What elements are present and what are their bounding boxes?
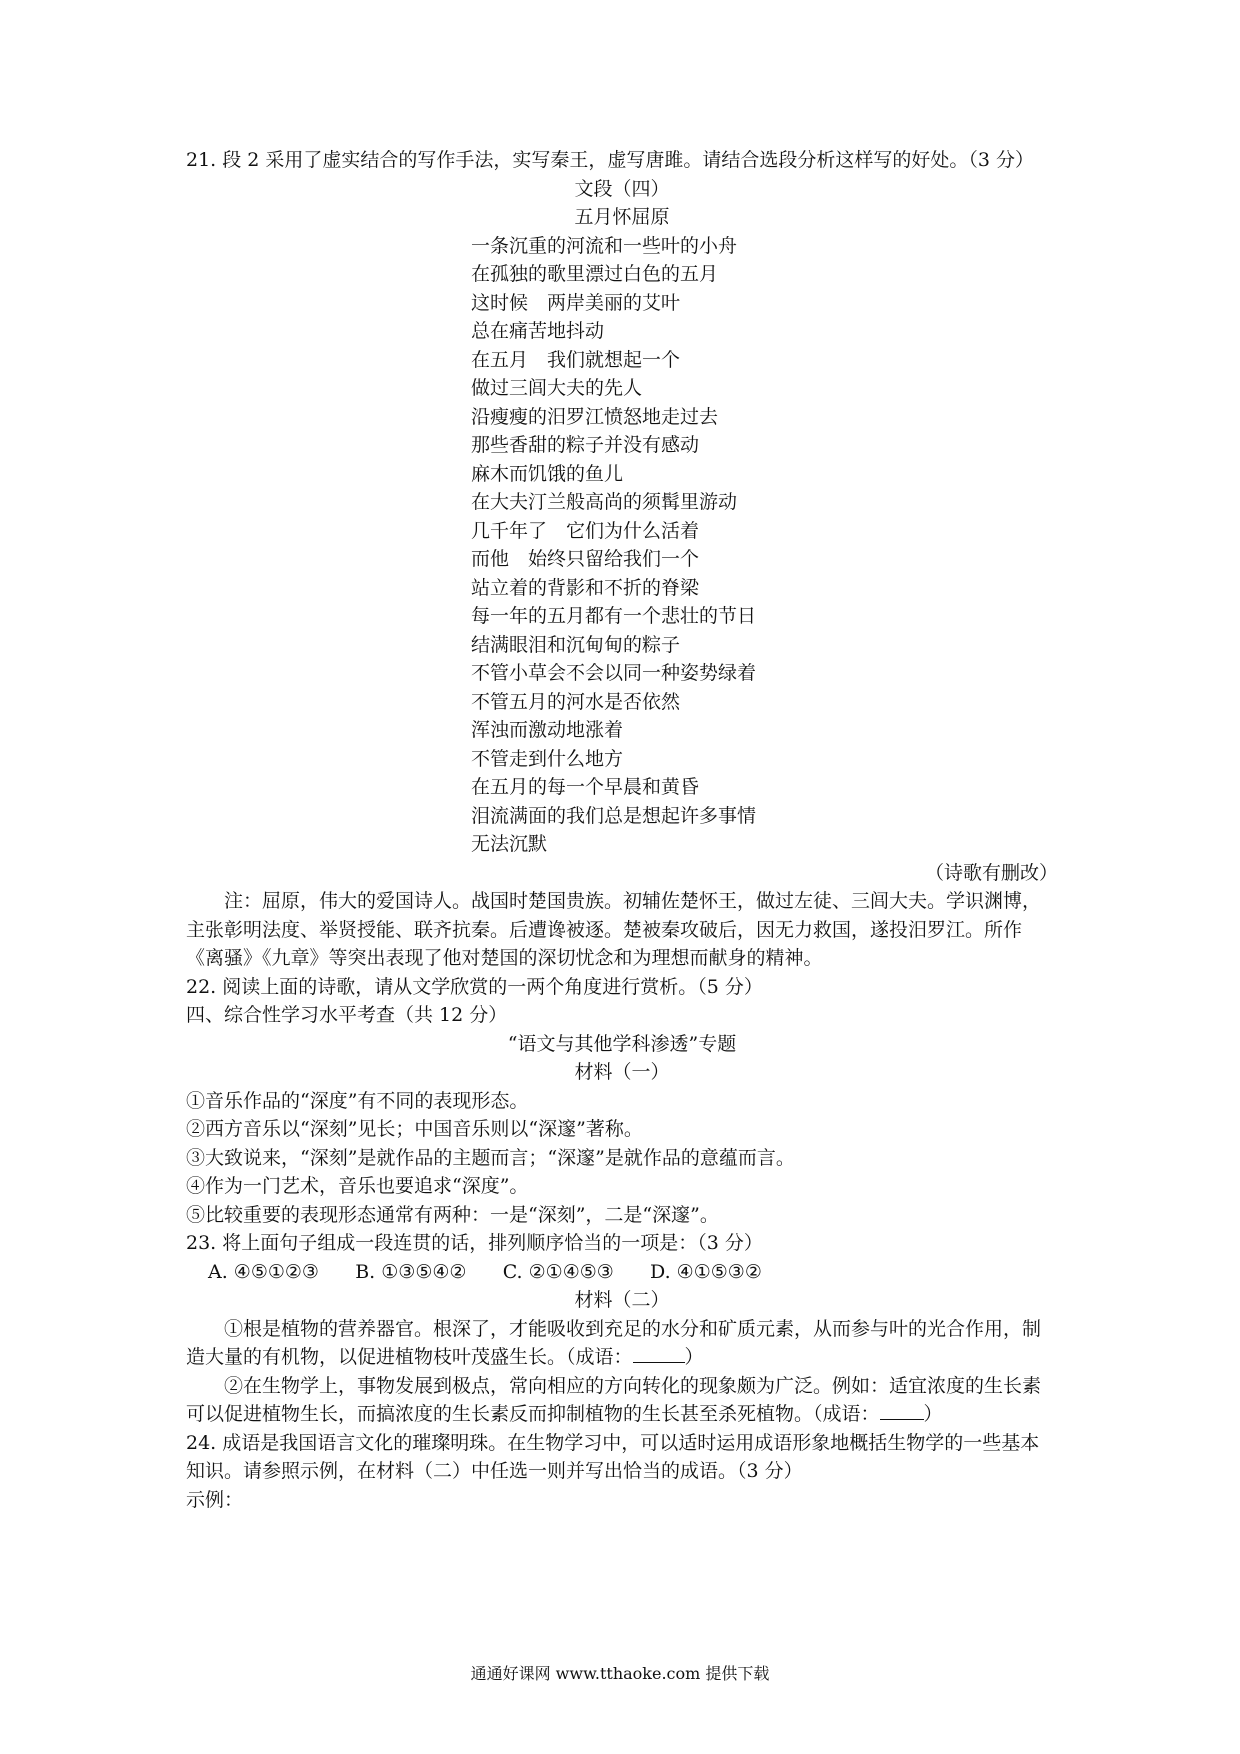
sentence-item: ①音乐作品的“深度”有不同的表现形态。 bbox=[186, 1089, 529, 1112]
option-d[interactable]: D. ④①⑤③② bbox=[650, 1260, 762, 1283]
example-label: 示例： bbox=[186, 1488, 244, 1511]
poem-line: 不管走到什么地方 bbox=[471, 747, 624, 770]
material-2-item-2 bbox=[186, 1372, 1058, 1429]
poem-line: 沿瘦瘦的汨罗江愤怒地走过去 bbox=[471, 405, 719, 428]
poem-line: 结满眼泪和沉甸甸的粽子 bbox=[471, 633, 681, 656]
idiom-blank[interactable] bbox=[633, 1344, 685, 1363]
poem-title: 五月怀屈原 bbox=[574, 206, 670, 228]
poem-line: 无法沉默 bbox=[471, 833, 548, 855]
poem-line: 不管五月的河水是否依然 bbox=[471, 690, 681, 713]
question-23: 23. 将上面句子组成一段连贯的话，排列顺序恰当的一项是：（3 分） bbox=[186, 1232, 763, 1254]
question-21: 21. 段 2 采用了虚实结合的写作手法，实写秦王，虚写唐雎。请结合选段分析这样写的好处。（3 分） bbox=[186, 149, 1035, 171]
poem-line: 在大夫汀兰般高尚的须髯里游动 bbox=[471, 491, 738, 513]
idiom-blank[interactable] bbox=[880, 1401, 924, 1420]
poem-line: 站立着的背影和不折的脊梁 bbox=[471, 576, 700, 599]
page-footer: 通通好课网 www.tthaoke.com 提供下载 bbox=[470, 1664, 770, 1683]
answer-options bbox=[186, 1258, 1058, 1287]
sentence-item: ⑤比较重要的表现形态通常有两种：一是“深刻”，二是“深邃”。 bbox=[186, 1203, 719, 1226]
question-24: 24. 成语是我国语言文化的璀璨明珠。在生物学习中，可以适时运用成语形象地概括生物学的一些基本知识。请参照示例，在材料（二）中任选一则并写出恰当的成语。（3 分） bbox=[186, 1431, 1040, 1482]
poem-note: （诗歌有删改） bbox=[924, 861, 1058, 884]
option-b[interactable]: B. ①③⑤④② bbox=[355, 1260, 467, 1283]
poem-line: 浑浊而激动地涨着 bbox=[471, 719, 624, 741]
item-text-end: ） bbox=[684, 1346, 704, 1368]
topic-title: “语文与其他学科渗透”专题 bbox=[507, 1032, 737, 1055]
poem-line: 这时候 两岸美丽的艾叶 bbox=[471, 291, 681, 314]
item-text: ①根是植物的营养器官。根深了，才能吸收到充足的水分和矿质元素，从而参与叶的光合作用，制造大量的有机物，以促进植物枝叶茂盛生长。（成语： bbox=[186, 1317, 1042, 1368]
sentence-item: ②西方音乐以“深刻”见长；中国音乐则以“深邃”著称。 bbox=[186, 1118, 643, 1140]
poem bbox=[471, 232, 1058, 859]
poem-line: 总在痛苦地抖动 bbox=[471, 320, 605, 342]
item-text: ②在生物学上，事物发展到极点，常向相应的方向转化的现象颇为广泛。例如：适宜浓度的生长素可以促进植物生长，而搞浓度的生长素反而抑制植物的生长甚至杀死植物。（成语： bbox=[186, 1374, 1042, 1425]
sentence-item: ④作为一门艺术，音乐也要追求“深度”。 bbox=[186, 1175, 529, 1197]
poem-line: 而他 始终只留给我们一个 bbox=[471, 548, 700, 570]
poem-line: 那些香甜的粽子并没有感动 bbox=[471, 434, 700, 456]
section-heading: 文段（四） bbox=[574, 177, 670, 200]
poem-line: 在孤独的歌里漂过白色的五月 bbox=[471, 263, 719, 285]
annotation: 注：屈原，伟大的爱国诗人。战国时楚国贵族。初辅佐楚怀王，做过左徒、三闾大夫。学识渊博，主张彰明法度、举贤授能、联齐抗秦。后遭谗被逐。楚被秦攻破后，因无力救国，遂投汨罗江。所作《离骚》《九章》等突出表现了他对楚国的深切忧念和为理想而献身的精神。 bbox=[186, 890, 1042, 969]
poem-line: 麻木而饥饿的鱼儿 bbox=[471, 462, 624, 485]
poem-line: 一条沉重的河流和一些叶的小舟 bbox=[471, 234, 738, 257]
poem-line: 在五月 我们就想起一个 bbox=[471, 348, 681, 371]
poem-line: 做过三闾大夫的先人 bbox=[471, 377, 643, 399]
part-heading: 四、综合性学习水平考查（共 12 分） bbox=[186, 1004, 508, 1026]
material-2-item-1 bbox=[186, 1315, 1058, 1372]
exam-page bbox=[186, 146, 1058, 1514]
option-a[interactable]: A. ④⑤①②③ bbox=[208, 1260, 319, 1283]
item-text-end: ） bbox=[923, 1403, 943, 1425]
sentence-item: ③大致说来，“深刻”是就作品的主题而言；“深邃”是就作品的意蕴而言。 bbox=[186, 1146, 795, 1169]
poem-line: 在五月的每一个早晨和黄昏 bbox=[471, 776, 700, 798]
poem-line: 不管小草会不会以同一种姿势绿着 bbox=[471, 662, 757, 684]
poem-line: 每一年的五月都有一个悲壮的节日 bbox=[471, 605, 757, 627]
poem-line: 几千年了 它们为什么活着 bbox=[471, 519, 700, 542]
material-2-title: 材料（二） bbox=[574, 1289, 670, 1311]
option-c[interactable]: C. ②①④⑤③ bbox=[502, 1260, 614, 1283]
poem-line: 泪流满面的我们总是想起许多事情 bbox=[471, 804, 757, 827]
question-22: 22. 阅读上面的诗歌，请从文学欣赏的一两个角度进行赏析。（5 分） bbox=[186, 975, 763, 998]
material-1-title: 材料（一） bbox=[574, 1061, 670, 1083]
